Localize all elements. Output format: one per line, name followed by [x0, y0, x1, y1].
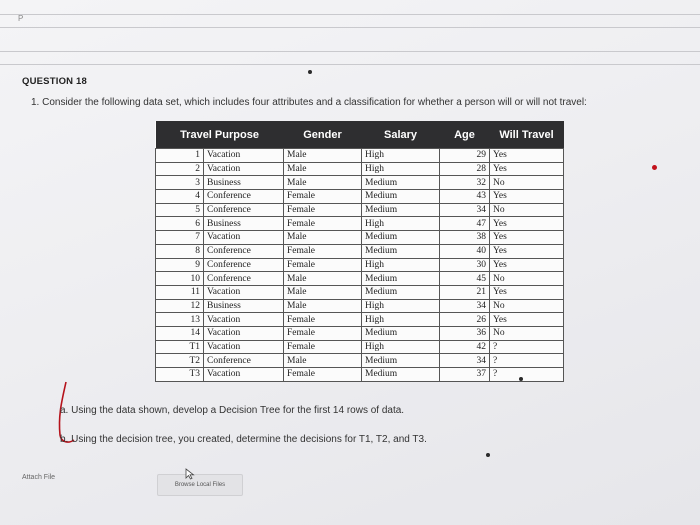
salary-cell: Medium — [362, 203, 440, 217]
table-row — [156, 149, 564, 163]
row-id: 14 — [156, 326, 204, 340]
will-travel-cell: Yes — [490, 190, 564, 204]
table-row — [156, 231, 564, 245]
salary-cell: High — [362, 340, 440, 354]
travel-purpose-cell: Conference — [204, 258, 284, 272]
travel-purpose-cell: Conference — [204, 203, 284, 217]
salary-cell: Medium — [362, 326, 440, 340]
gender-cell: Female — [284, 203, 362, 217]
row-id: 3 — [156, 176, 204, 190]
salary-cell: High — [362, 258, 440, 272]
salary-cell: Medium — [362, 272, 440, 286]
gender-cell: Female — [284, 313, 362, 327]
travel-purpose-cell: Vacation — [204, 149, 284, 163]
decorative-dot — [486, 453, 490, 457]
row-id: 12 — [156, 299, 204, 313]
will-travel-cell: No — [490, 176, 564, 190]
age-cell: 36 — [440, 326, 490, 340]
will-travel-cell: Yes — [490, 231, 564, 245]
row-id: 6 — [156, 217, 204, 231]
table-row — [156, 326, 564, 340]
age-cell: 34 — [440, 203, 490, 217]
will-travel-cell: Yes — [490, 149, 564, 163]
page-marker: P — [18, 14, 24, 23]
row-id: 5 — [156, 203, 204, 217]
salary-cell: High — [362, 149, 440, 163]
attach-file-label: Attach File — [22, 474, 56, 481]
will-travel-cell: No — [490, 326, 564, 340]
table-header-row — [156, 121, 564, 149]
travel-purpose-cell: Conference — [204, 244, 284, 258]
gender-cell: Female — [284, 326, 362, 340]
sub-question-a: a. Using the data shown, develop a Decision Tree for the first 14 rows of data. — [60, 405, 405, 416]
divider-top-3 — [0, 51, 700, 52]
divider-top-2 — [0, 27, 700, 28]
age-cell: 47 — [440, 217, 490, 231]
age-cell: 43 — [440, 190, 490, 204]
table-body — [156, 149, 564, 382]
divider-top-4 — [0, 64, 700, 65]
salary-cell: Medium — [362, 285, 440, 299]
travel-purpose-cell: Vacation — [204, 326, 284, 340]
travel-purpose-cell: Conference — [204, 354, 284, 368]
age-cell: 42 — [440, 340, 490, 354]
gender-cell: Female — [284, 244, 362, 258]
salary-cell: Medium — [362, 231, 440, 245]
age-cell: 45 — [440, 272, 490, 286]
gender-cell: Male — [284, 162, 362, 176]
header-age: Age — [440, 121, 490, 149]
salary-cell: Medium — [362, 244, 440, 258]
gender-cell: Male — [284, 299, 362, 313]
travel-purpose-cell: Conference — [204, 272, 284, 286]
row-id: 13 — [156, 313, 204, 327]
question-title: QUESTION 18 — [22, 76, 88, 87]
browse-button-label: Browse Local Files — [174, 482, 226, 488]
table-row — [156, 176, 564, 190]
will-travel-cell: ? — [490, 368, 564, 382]
salary-cell: High — [362, 162, 440, 176]
table-row — [156, 272, 564, 286]
header-gender: Gender — [284, 121, 362, 149]
age-cell: 29 — [440, 149, 490, 163]
age-cell: 37 — [440, 368, 490, 382]
travel-purpose-cell: Vacation — [204, 368, 284, 382]
travel-purpose-cell: Business — [204, 299, 284, 313]
gender-cell: Female — [284, 340, 362, 354]
salary-cell: High — [362, 299, 440, 313]
gender-cell: Male — [284, 354, 362, 368]
divider-top-1 — [0, 14, 700, 15]
gender-cell: Female — [284, 190, 362, 204]
age-cell: 34 — [440, 354, 490, 368]
header-will-travel: Will Travel — [490, 121, 564, 149]
will-travel-cell: ? — [490, 354, 564, 368]
header-salary: Salary — [362, 121, 440, 149]
row-id: 8 — [156, 244, 204, 258]
gender-cell: Male — [284, 176, 362, 190]
gender-cell: Male — [284, 149, 362, 163]
row-id: 9 — [156, 258, 204, 272]
browse-local-files-button[interactable] — [157, 474, 243, 496]
travel-purpose-cell: Business — [204, 176, 284, 190]
row-id: 2 — [156, 162, 204, 176]
table-row — [156, 313, 564, 327]
will-travel-cell: ? — [490, 340, 564, 354]
gender-cell: Female — [284, 258, 362, 272]
salary-cell: High — [362, 313, 440, 327]
table-row — [156, 244, 564, 258]
row-id: T3 — [156, 368, 204, 382]
age-cell: 40 — [440, 244, 490, 258]
row-id: 10 — [156, 272, 204, 286]
row-id: T1 — [156, 340, 204, 354]
will-travel-cell: No — [490, 299, 564, 313]
will-travel-cell: Yes — [490, 313, 564, 327]
travel-purpose-cell: Business — [204, 217, 284, 231]
table-row — [156, 258, 564, 272]
travel-purpose-cell: Vacation — [204, 313, 284, 327]
red-dot-mark — [652, 165, 657, 170]
age-cell: 30 — [440, 258, 490, 272]
table-row — [156, 203, 564, 217]
salary-cell: Medium — [362, 190, 440, 204]
gender-cell: Male — [284, 285, 362, 299]
gender-cell: Female — [284, 217, 362, 231]
will-travel-cell: No — [490, 272, 564, 286]
salary-cell: Medium — [362, 368, 440, 382]
gender-cell: Male — [284, 231, 362, 245]
will-travel-cell: Yes — [490, 217, 564, 231]
row-id: 1 — [156, 149, 204, 163]
travel-purpose-cell: Vacation — [204, 162, 284, 176]
gender-cell: Female — [284, 368, 362, 382]
travel-purpose-cell: Conference — [204, 190, 284, 204]
age-cell: 38 — [440, 231, 490, 245]
salary-cell: High — [362, 217, 440, 231]
header-travel-purpose: Travel Purpose — [156, 121, 284, 149]
salary-cell: Medium — [362, 176, 440, 190]
mouse-cursor-icon — [185, 468, 195, 480]
age-cell: 28 — [440, 162, 490, 176]
will-travel-cell: Yes — [490, 258, 564, 272]
table-row — [156, 217, 564, 231]
will-travel-cell: Yes — [490, 162, 564, 176]
question-text: 1. Consider the following data set, which includes four attributes and a classification for whether a person will or will not travel: — [31, 97, 587, 108]
gender-cell: Male — [284, 272, 362, 286]
data-table — [155, 121, 564, 382]
table-row — [156, 285, 564, 299]
will-travel-cell: Yes — [490, 285, 564, 299]
will-travel-cell: No — [490, 203, 564, 217]
table-row — [156, 162, 564, 176]
row-id: 4 — [156, 190, 204, 204]
decorative-dot — [519, 377, 523, 381]
age-cell: 21 — [440, 285, 490, 299]
will-travel-cell: Yes — [490, 244, 564, 258]
row-id: 11 — [156, 285, 204, 299]
row-id: 7 — [156, 231, 204, 245]
table-row — [156, 340, 564, 354]
salary-cell: Medium — [362, 354, 440, 368]
table-row — [156, 190, 564, 204]
sub-question-b: b. Using the decision tree, you created, determine the decisions for T1, T2, and T3. — [60, 434, 427, 445]
row-id: T2 — [156, 354, 204, 368]
age-cell: 32 — [440, 176, 490, 190]
table-row — [156, 354, 564, 368]
travel-purpose-cell: Vacation — [204, 285, 284, 299]
travel-purpose-cell: Vacation — [204, 340, 284, 354]
age-cell: 26 — [440, 313, 490, 327]
table-row — [156, 299, 564, 313]
travel-purpose-cell: Vacation — [204, 231, 284, 245]
decorative-dot — [308, 70, 312, 74]
age-cell: 34 — [440, 299, 490, 313]
table-row — [156, 368, 564, 382]
